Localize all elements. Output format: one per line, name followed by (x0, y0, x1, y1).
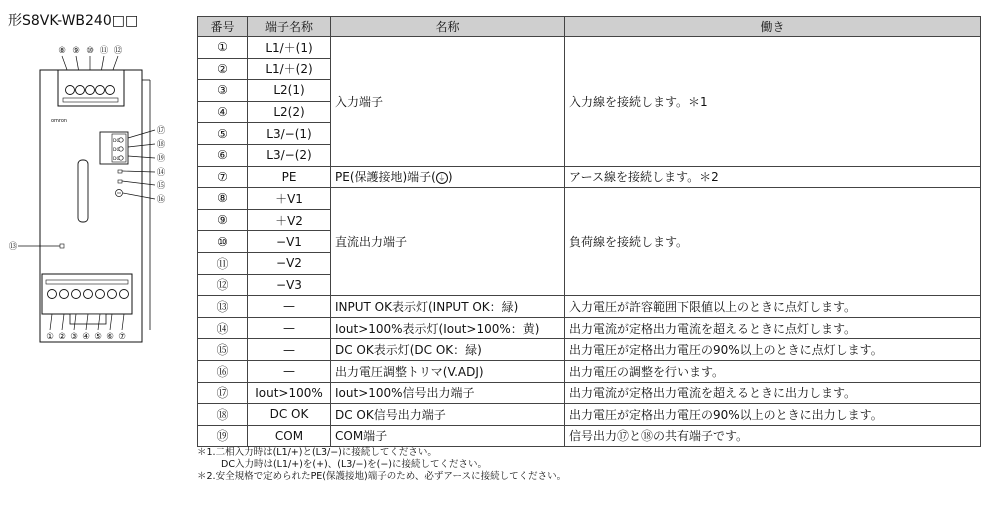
brand-logo: omron (51, 118, 68, 124)
cell-func: 出力電流が定格出力電流を超えるときに出力します。 (565, 382, 981, 404)
pe-name-text: PE(保護接地)端子( (335, 170, 436, 185)
cell-terminal: L2(1) (248, 80, 331, 102)
cell-func: 出力電圧の調整を行います。 (565, 360, 981, 382)
cell-terminal: −V2 (248, 252, 331, 274)
cell-no: ⑤ (198, 123, 248, 145)
cell-no: ⑲ (198, 425, 248, 447)
cell-terminal: −V1 (248, 231, 331, 253)
cell-no: ① (198, 37, 248, 59)
cell-terminal: COM (248, 425, 331, 447)
cell-no: ⑧ (198, 188, 248, 210)
cell-no: ⑫ (198, 274, 248, 296)
cell-func: 信号出力⑰と⑱の共有端子です。 (565, 425, 981, 447)
cell-terminal: −V3 (248, 274, 331, 296)
cell-no: ⑪ (198, 252, 248, 274)
header-name: 名称 (331, 17, 565, 37)
cell-func-input-group: 入力線を接続します。＊1 (565, 37, 981, 167)
cell-name-input-group: 入力端子 (331, 37, 565, 167)
terminal-spec-table (197, 16, 981, 447)
table-row (198, 166, 981, 188)
cell-func-output-group: 負荷線を接続します。 (565, 188, 981, 296)
bottom-label-3: ③ (70, 332, 78, 342)
cell-no: ④ (198, 101, 248, 123)
header-terminal: 端子名称 (248, 17, 331, 37)
cell-terminal: PE (248, 166, 331, 188)
footnote-1-cont: DC入力時は(L1/+)を(+)、(L3/−)を(−)に接続してください。 (221, 459, 488, 470)
cell-terminal: L3/−(1) (248, 123, 331, 145)
cell-name: 出力電圧調整トリマ(V.ADJ) (331, 360, 565, 382)
table-row (198, 317, 981, 339)
cell-terminal: — (248, 317, 331, 339)
cell-terminal: L1/＋(1) (248, 37, 331, 59)
side-label-15: ⑮ (156, 181, 166, 191)
side-label-14: ⑭ (156, 168, 166, 178)
top-label-9: ⑨ (72, 46, 80, 56)
header-no: 番号 (198, 17, 248, 37)
footnotes (197, 447, 566, 483)
side-label-19: ⑲ (156, 154, 166, 164)
header-function: 働き (565, 17, 981, 37)
cell-no: ⑦ (198, 166, 248, 188)
top-label-12: ⑫ (113, 46, 123, 56)
bottom-label-6: ⑥ (106, 332, 114, 342)
bottom-label-2: ② (58, 332, 66, 342)
cell-no: ② (198, 58, 248, 80)
footnote-1: ＊1.二相入力時は(L1/+)と(L3/−)に接続してください。 (197, 447, 437, 458)
cell-terminal: — (248, 360, 331, 382)
cell-no: ⑭ (198, 317, 248, 339)
table-header-row (198, 17, 981, 37)
model-title: 形S8VK-WB240□□ (8, 13, 139, 29)
table-row (198, 382, 981, 404)
cell-func: 出力電流が定格出力電流を超えるときに点灯します。 (565, 317, 981, 339)
cell-name-output-group: 直流出力端子 (331, 188, 565, 296)
cell-name (331, 166, 565, 188)
cell-no: ⑨ (198, 209, 248, 231)
cell-no: ③ (198, 80, 248, 102)
cell-no: ⑬ (198, 296, 248, 318)
bottom-label-7: ⑦ (118, 332, 126, 342)
ground-icon: ⏚ (436, 172, 448, 184)
connector-text-3: DC (113, 157, 120, 162)
cell-no: ⑮ (198, 339, 248, 361)
cell-func: アース線を接続します。＊2 (565, 166, 981, 188)
side-label-17: ⑰ (156, 126, 166, 136)
cell-name: INPUT OK表示灯(INPUT OK：緑) (331, 296, 565, 318)
cell-no: ⑩ (198, 231, 248, 253)
table-row (198, 188, 981, 210)
cell-name: COM端子 (331, 425, 565, 447)
table-row (198, 425, 981, 447)
cell-name: Iout>100%表示灯(Iout>100%：黄) (331, 317, 565, 339)
cell-no: ⑥ (198, 144, 248, 166)
table-row (198, 37, 981, 59)
cell-func: 出力電圧が定格出力電圧の90%以上のときに出力します。 (565, 404, 981, 426)
cell-name: DC OK信号出力端子 (331, 404, 565, 426)
cell-terminal: Iout>100% (248, 382, 331, 404)
cell-terminal: — (248, 339, 331, 361)
side-label-16: ⑯ (156, 195, 166, 205)
cell-terminal: L2(2) (248, 101, 331, 123)
bottom-label-1: ① (46, 332, 54, 342)
cell-no: ⑯ (198, 360, 248, 382)
cell-func: 入力電圧が許容範囲下限値以上のときに点灯します。 (565, 296, 981, 318)
side-label-18: ⑱ (156, 140, 166, 150)
cell-terminal: ＋V2 (248, 209, 331, 231)
bottom-label-5: ⑤ (94, 332, 102, 342)
top-label-8: ⑧ (58, 46, 66, 56)
bottom-label-4: ④ (82, 332, 90, 342)
cell-terminal: ＋V1 (248, 188, 331, 210)
cell-terminal: DC OK (248, 404, 331, 426)
cell-no: ⑰ (198, 382, 248, 404)
table-row (198, 296, 981, 318)
connector-text-1: DC (113, 139, 120, 144)
table-row (198, 339, 981, 361)
device-diagram (0, 30, 190, 360)
top-label-11: ⑪ (99, 46, 109, 56)
connector-text-2: DC (113, 148, 120, 153)
cell-terminal: L1/＋(2) (248, 58, 331, 80)
cell-name: Iout>100%信号出力端子 (331, 382, 565, 404)
cell-func: 出力電圧が定格出力電圧の90%以上のときに点灯します。 (565, 339, 981, 361)
cell-no: ⑱ (198, 404, 248, 426)
cell-terminal: — (248, 296, 331, 318)
pe-name-suffix: ) (447, 170, 453, 185)
cell-terminal: L3/−(2) (248, 144, 331, 166)
left-label-13: ⑬ (8, 242, 18, 252)
top-label-10: ⑩ (86, 46, 94, 56)
table-row (198, 360, 981, 382)
cell-name: DC OK表示灯(DC OK：緑) (331, 339, 565, 361)
footnote-2: ＊2.安全規格で定められたPE(保護接地)端子のため、必ずアースに接続してください。 (197, 471, 567, 482)
table-row (198, 404, 981, 426)
